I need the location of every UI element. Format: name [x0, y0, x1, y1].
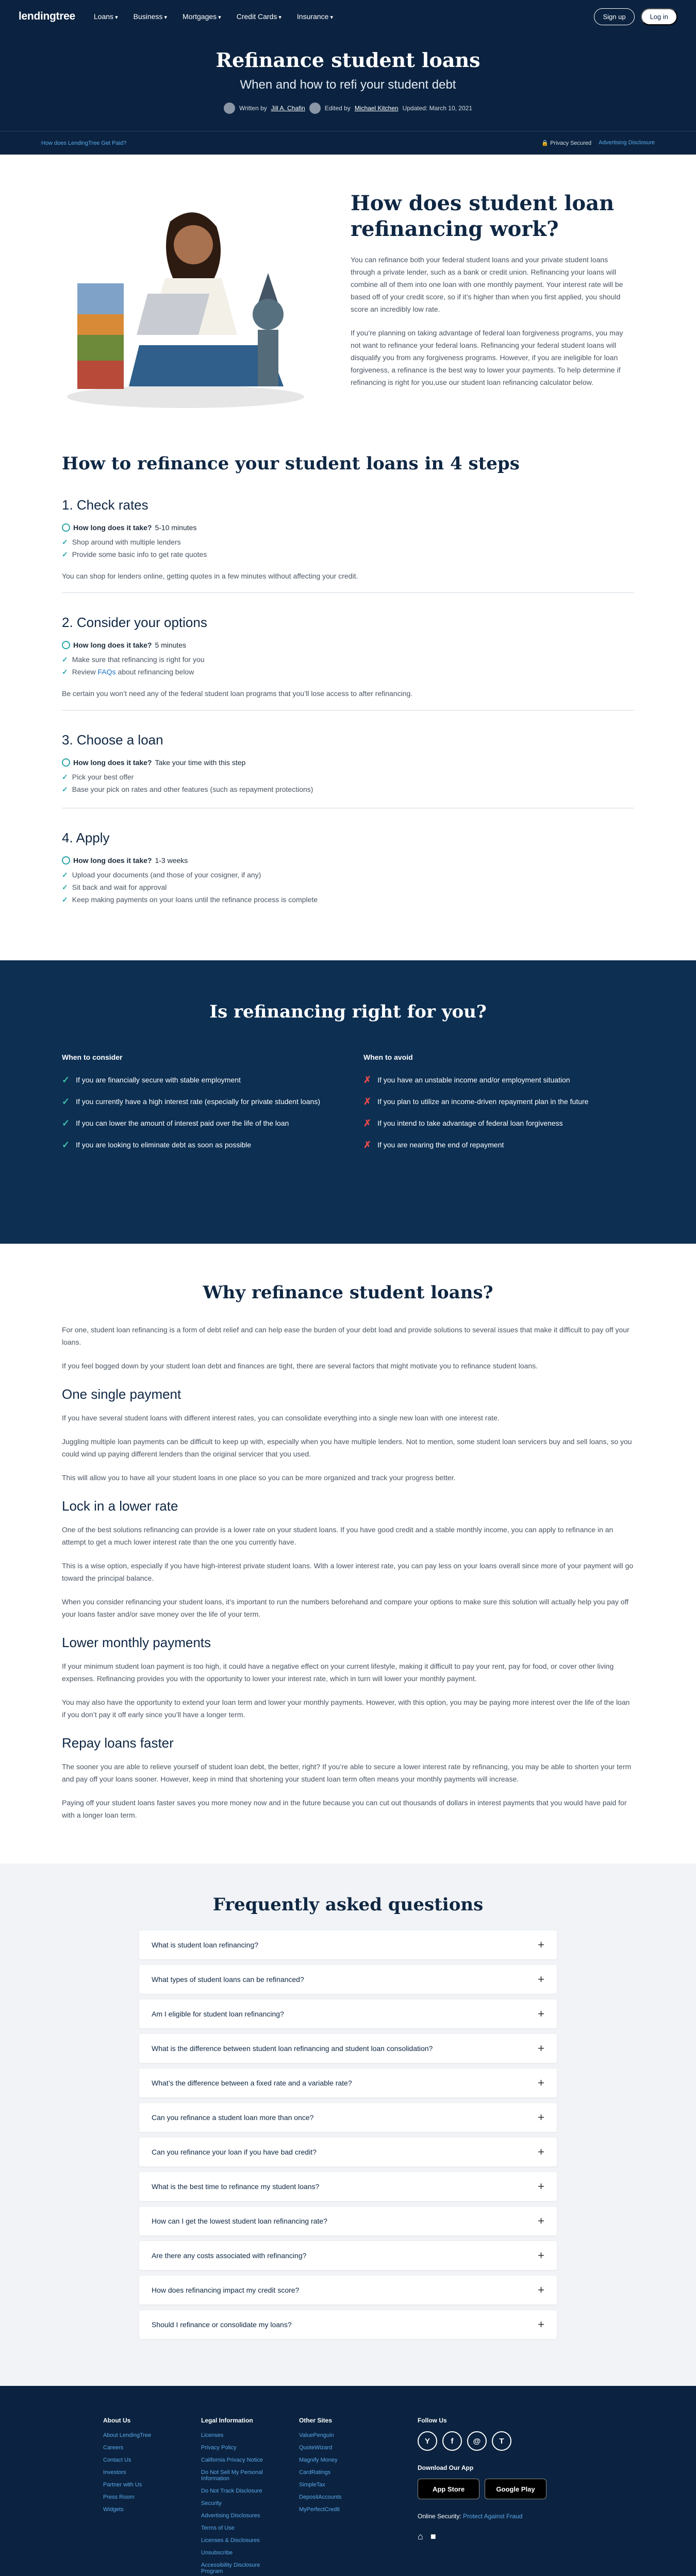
footer-link[interactable]: Security: [201, 2500, 222, 2506]
updated-date: Updated: March 10, 2021: [402, 105, 472, 112]
facebook-icon[interactable]: f: [442, 2431, 462, 2451]
footer-link[interactable]: Widgets: [103, 2506, 124, 2513]
step-check: ✓ Base your pick on rates and other features (such as repayment protections): [62, 783, 634, 795]
consider-item: [62, 1096, 333, 1107]
step-1: [62, 497, 634, 593]
footer-legal: [201, 2417, 268, 2576]
step-note: You can shop for lenders online, getting quotes in a few minutes without affecting your credit.: [62, 572, 358, 580]
faq-item[interactable]: [139, 2172, 557, 2201]
why-intro-1: For one, student loan refinancing is a form of debt relief and can help ease the burden of your debt load and provide solutions to several issues that make it difficult to pay off your loans.: [62, 1326, 629, 1346]
step-check: ✓ Keep making payments on your loans until the refinance process is complete: [62, 893, 634, 906]
why-paragraph: If you have several student loans with different interest rates, you can consolidate everything into a single new loan with one interest rate.: [62, 1414, 500, 1422]
consider-column: [62, 1053, 333, 1161]
why-paragraph: Paying off your student loans faster saves you more money now and in the future because you can cut out thousands of dollars in interest payments that you would have paid for with a longer loan term.: [62, 1799, 627, 1819]
consider-text: If you can lower the amount of interest paid over the life of the loan: [76, 1119, 289, 1127]
why-subheading: Repay loans faster: [62, 1735, 174, 1751]
step-3: [62, 732, 634, 808]
avoid-text: If you intend to take advantage of federal loan forgiveness: [377, 1119, 563, 1127]
app-store-button[interactable]: App Store: [418, 2479, 479, 2499]
faq-question: Are there any costs associated with refinancing?: [152, 2251, 307, 2260]
why-paragraph: Juggling multiple loan payments can be difficult to keep up with, especially when you have multiple lenders. Not to mention, some student loan servicers buy and sell loans, so you could wind up paying different lenders than the original servicer that you used.: [62, 1437, 632, 1458]
x-icon: ✗: [363, 1118, 372, 1128]
time-label: How long does it take?: [73, 523, 152, 532]
lendingtree-logo[interactable]: lendingtree: [19, 10, 75, 22]
equal-housing-icon: ⌂: [418, 2531, 423, 2541]
nav-credit-cards[interactable]: Credit Cards ▾: [237, 12, 281, 21]
author-link[interactable]: Jill A. Chafin: [271, 105, 305, 112]
intro-section: [0, 155, 696, 422]
plus-icon: +: [538, 2145, 544, 2158]
footer-link[interactable]: SimpleTax: [299, 2482, 325, 2488]
footer-right: [418, 2417, 546, 2576]
time-label: How long does it take?: [73, 758, 152, 767]
clock-icon: [62, 523, 70, 532]
why-paragraph: This is a wise option, especially if you have high-interest private student loans. With a lower interest rate, you can pay less on your loans overall since more of your payment will go toward the principal balance.: [62, 1562, 634, 1582]
faqs-link[interactable]: FAQs: [97, 668, 116, 676]
check-icon: ✓: [62, 1075, 70, 1085]
x-icon: ✗: [363, 1075, 372, 1085]
avoid-heading: When to avoid: [363, 1053, 413, 1061]
step-time: [62, 641, 634, 649]
faq-question: Should I refinance or consolidate my loans?: [152, 2320, 292, 2329]
signup-button[interactable]: Sign up: [594, 8, 634, 25]
avoid-text: If you are nearing the end of repayment: [377, 1141, 504, 1149]
why-paragraph: If your minimum student loan payment is too high, it could have a negative effect on your current lifestyle, making it difficult to pay your rent, pay for food, or cover other living expenses. Refinancing provides you with the opportunity to lower your interest rate, which in turn will lower your monthly payment.: [62, 1662, 614, 1683]
footer-link[interactable]: Careers: [103, 2445, 124, 2451]
nav-insurance[interactable]: Insurance ▾: [297, 12, 333, 21]
right-for-you-heading: Is refinancing right for you?: [209, 1002, 487, 1022]
consider-heading: When to consider: [62, 1053, 123, 1061]
footer-link[interactable]: About LendingTree: [103, 2432, 152, 2438]
clock-icon: [62, 641, 70, 649]
consider-item: [62, 1075, 333, 1085]
footer-link[interactable]: MyPerfectCredit: [299, 2506, 340, 2513]
editor-avatar: [309, 103, 321, 114]
consider-text: If you are financially secure with stable employment: [76, 1076, 241, 1084]
step-check: ✓ Upload your documents (and those of your cosigner, if any): [62, 869, 634, 881]
review-pre: Review: [72, 668, 96, 676]
protect-fraud-link[interactable]: Protect Against Fraud: [463, 2513, 523, 2520]
plus-icon: +: [538, 2214, 544, 2227]
footer-other: [299, 2417, 366, 2576]
footer-link[interactable]: Contact Us: [103, 2457, 131, 2463]
footer-link[interactable]: California Privacy Notice: [201, 2457, 263, 2463]
footer-link[interactable]: CardRatings: [299, 2469, 331, 2476]
right-for-you-section: [0, 960, 696, 1244]
check-icon: ✓: [62, 1096, 70, 1107]
student-photo: [62, 191, 309, 412]
bbb-icon: ■: [430, 2531, 436, 2541]
faq-item[interactable]: [139, 2241, 557, 2270]
written-by-label: Written by: [239, 105, 267, 112]
faq-item[interactable]: [139, 1965, 557, 1994]
online-security: [418, 2513, 546, 2520]
author-avatar: [224, 103, 235, 114]
why-subheading: Lock in a lower rate: [62, 1498, 178, 1514]
step-check-review: [62, 666, 634, 678]
plus-icon: +: [538, 2111, 544, 2124]
step-time: [62, 856, 634, 865]
footer-about-heading: About Us: [103, 2417, 131, 2424]
footer-link[interactable]: Do Not Track Disclosure: [201, 2488, 262, 2494]
faq-question: What’s the difference between a fixed rate and a variable rate?: [152, 2079, 352, 2087]
footer-link[interactable]: Investors: [103, 2469, 126, 2476]
page-title: Refinance student loans: [216, 48, 480, 72]
time-value: Take your time with this step: [155, 758, 246, 767]
nav-mortgages[interactable]: Mortgages ▾: [183, 12, 221, 21]
footer-link[interactable]: Licenses & Disclosures: [201, 2537, 260, 2544]
avoid-item: [363, 1118, 634, 1128]
faq-question: What is the difference between student loan refinancing and student loan consolidation?: [152, 2044, 433, 2053]
why-intro-2: If you feel bogged down by your student loan debt and finances are tight, there are several factors that might motivate you to refinance student loans.: [62, 1362, 538, 1370]
why-subheading: Lower monthly payments: [62, 1635, 211, 1650]
check-icon: ✓: [62, 1140, 70, 1150]
avoid-item: [363, 1096, 634, 1107]
faq-question: What types of student loans can be refinanced?: [152, 1975, 304, 1984]
footer-about: [103, 2417, 170, 2576]
edited-by-label: Edited by: [324, 105, 351, 112]
nav-links: [94, 12, 333, 21]
byline: [0, 103, 696, 114]
clock-icon: [62, 758, 70, 767]
footer-link[interactable]: Press Room: [103, 2494, 135, 2500]
avoid-item: [363, 1140, 634, 1150]
consider-item: [62, 1118, 333, 1128]
step-2: [62, 615, 634, 710]
step-title: 2. Consider your options: [62, 615, 207, 630]
footer-link[interactable]: Accessibility Disclosure Program: [201, 2562, 260, 2574]
plus-icon: +: [538, 2283, 544, 2296]
sub-bar: [0, 131, 696, 155]
step-time: [62, 758, 634, 767]
intro-paragraph-1: You can refinance both your federal student loans and your private student loans through a private lender, such as a bank or credit union. Refinancing your loans will combine all of them into one loan with one monthly payment. Your interest rate will be based off of your credit score, so if it’s higher than when you first applied, you should score an incredibly low rate.: [351, 256, 623, 313]
tiktok-icon[interactable]: T: [492, 2431, 511, 2451]
footer-link[interactable]: ValuePenguin: [299, 2432, 334, 2438]
faq-item[interactable]: [139, 2034, 557, 2063]
footer-link[interactable]: Magnify Money: [299, 2457, 338, 2463]
plus-icon: +: [538, 1938, 544, 1951]
why-paragraph: When you consider refinancing your student loans, it’s important to run the numbers beforehand and compare your options to make sure this solution will actually help you pay off your loans faster and/or save money over the life of your term.: [62, 1598, 629, 1618]
time-label: How long does it take?: [73, 856, 152, 865]
faq-item[interactable]: [139, 1999, 557, 2028]
clock-icon: [62, 856, 70, 865]
consider-text: If you currently have a high interest rate (especially for private student loans): [76, 1097, 321, 1106]
faq-question: What is the best time to refinance my student loans?: [152, 2182, 320, 2191]
advertising-disclosure-link[interactable]: Advertising Disclosure: [599, 140, 655, 146]
plus-icon: +: [538, 2076, 544, 2089]
faq-question: How does refinancing impact my credit score?: [152, 2286, 300, 2294]
faq-item[interactable]: [139, 2276, 557, 2304]
consider-text: If you are looking to eliminate debt as soon as possible: [76, 1141, 252, 1149]
footer-link[interactable]: DepositAccounts: [299, 2494, 342, 2500]
faq-question: Can you refinance your loan if you have bad credit?: [152, 2148, 317, 2156]
plus-icon: +: [538, 2318, 544, 2331]
why-subheading: One single payment: [62, 1386, 181, 1402]
badges: [418, 2531, 546, 2542]
time-value: 5 minutes: [155, 641, 187, 649]
why-paragraph: The sooner you are able to relieve yourself of student loan debt, the better, right? If you’re able to secure a lower interest rate by refinancing, you may be able to shorten your term and pay off your loans sooner. However, keep in mind that shortening your student loan term often means your monthly payments will increase.: [62, 1762, 632, 1783]
why-paragraph: This will allow you to have all your student loans in one place so you can be more organized and track your progress better.: [62, 1473, 456, 1482]
login-button[interactable]: Log in: [641, 8, 677, 25]
footer-link[interactable]: Advertising Disclosures: [201, 2513, 260, 2519]
footer-legal-heading: Legal Information: [201, 2417, 253, 2424]
review-post: about refinancing below: [118, 668, 194, 676]
security-label: Online Security:: [418, 2513, 461, 2520]
footer: [0, 2386, 696, 2576]
intro-paragraph-2: If you’re planning on taking advantage of federal loan forgiveness programs, you may not want to refinance your federal loans. Refinancing your federal student loans will disqualify you from any forgiveness programs. However, if you are ineligible for loan forgiveness, a refinance is the best way to lower your payments. To help determine if refinancing is right for you,use our student loan refinancing calculator below.: [351, 329, 623, 386]
step-4: [62, 830, 634, 918]
plus-icon: +: [538, 1973, 544, 1986]
time-value: 1-3 weeks: [155, 856, 188, 865]
plus-icon: +: [538, 2007, 544, 2020]
step-title: 1. Check rates: [62, 497, 148, 513]
editor-link[interactable]: Michael Kitchen: [354, 105, 399, 112]
download-heading: Download Our App: [418, 2464, 474, 2471]
avoid-text: If you have an unstable income and/or employment situation: [377, 1076, 570, 1084]
footer-link[interactable]: Partner with Us: [103, 2482, 142, 2488]
step-check: ✓ Sit back and wait for approval: [62, 881, 634, 893]
faq-item[interactable]: [139, 1930, 557, 1959]
faq-section: [0, 1863, 696, 2386]
footer-link[interactable]: Licenses: [201, 2432, 224, 2438]
footer-link[interactable]: Privacy Policy: [201, 2445, 237, 2451]
top-nav: [0, 0, 696, 33]
faq-question: What is student loan refinancing?: [152, 1941, 259, 1949]
why-paragraph: You may also have the opportunity to extend your loan term and lower your monthly payments. However, with this option, you may be paying more interest over the life of the loan if you don’t pay it off early since you’ll have a longer term.: [62, 1698, 630, 1719]
youtube-icon[interactable]: Y: [418, 2431, 437, 2451]
step-title: 3. Choose a loan: [62, 732, 163, 748]
x-icon: ✗: [363, 1140, 372, 1150]
footer-link[interactable]: Do Not Sell My Personal Information: [201, 2469, 263, 2482]
faq-item[interactable]: [139, 2138, 557, 2166]
google-play-button[interactable]: Google Play: [485, 2479, 546, 2499]
page-subtitle: When and how to refi your student debt: [240, 78, 456, 92]
privacy-label: Privacy Secured: [550, 140, 592, 146]
consider-item: [62, 1140, 333, 1150]
instagram-icon[interactable]: @: [467, 2431, 487, 2451]
intro-heading: How does student loan refinancing work?: [351, 191, 615, 241]
faq-item[interactable]: [139, 2310, 557, 2339]
faq-heading: Frequently asked questions: [212, 1894, 484, 1915]
step-time: [62, 523, 634, 532]
footer-link[interactable]: Terms of Use: [201, 2525, 235, 2531]
step-note: Be certain you won’t need any of the federal student loan programs that you’ll lose access to after refinancing.: [62, 689, 413, 698]
step-check: ✓ Shop around with multiple lenders: [62, 536, 634, 548]
steps-section: [0, 422, 696, 960]
plus-icon: +: [538, 2180, 544, 2193]
avoid-text: If you plan to utilize an income-driven repayment plan in the future: [377, 1097, 589, 1106]
follow-heading: Follow Us: [418, 2417, 447, 2424]
footer-other-heading: Other Sites: [299, 2417, 333, 2424]
footer-link[interactable]: Unsubscribe: [201, 2550, 233, 2556]
how-we-get-paid-link[interactable]: How does LendingTree Get Paid?: [41, 140, 127, 146]
nav-business[interactable]: Business ▾: [134, 12, 167, 21]
time-value: 5-10 minutes: [155, 523, 197, 532]
avoid-column: [363, 1053, 634, 1161]
why-heading: Why refinance student loans?: [203, 1282, 493, 1303]
faq-question: Am I eligible for student loan refinancing?: [152, 2010, 284, 2018]
faq-item[interactable]: [139, 2103, 557, 2132]
nav-loans[interactable]: Loans ▾: [94, 12, 118, 21]
avoid-item: [363, 1075, 634, 1085]
time-label: How long does it take?: [73, 641, 152, 649]
x-icon: ✗: [363, 1096, 372, 1107]
faq-question: How can I get the lowest student loan refinancing rate?: [152, 2217, 327, 2225]
why-paragraph: One of the best solutions refinancing can provide is a lower rate on your student loans. If you have good credit and a stable monthly income, you can apply to refinance in an attempt to get a much lower interest rate than the one you currently have.: [62, 1526, 614, 1546]
step-check: ✓ Make sure that refinancing is right for you: [62, 653, 634, 666]
check-icon: ✓: [62, 1118, 70, 1128]
plus-icon: +: [538, 2249, 544, 2262]
hero: [0, 33, 696, 131]
step-title: 4. Apply: [62, 830, 110, 845]
faq-question: Can you refinance a student loan more than once?: [152, 2113, 314, 2122]
why-section: [0, 1244, 696, 1863]
step-check: ✓ Provide some basic info to get rate quotes: [62, 548, 634, 561]
faq-item[interactable]: [139, 2207, 557, 2235]
plus-icon: +: [538, 2042, 544, 2055]
steps-heading: How to refinance your student loans in 4 steps: [62, 453, 520, 474]
step-check: ✓ Pick your best offer: [62, 771, 634, 783]
faq-item[interactable]: [139, 2069, 557, 2097]
privacy-secured: 🔒 Privacy Secured: [541, 140, 592, 146]
footer-link[interactable]: QuoteWizard: [299, 2445, 333, 2451]
